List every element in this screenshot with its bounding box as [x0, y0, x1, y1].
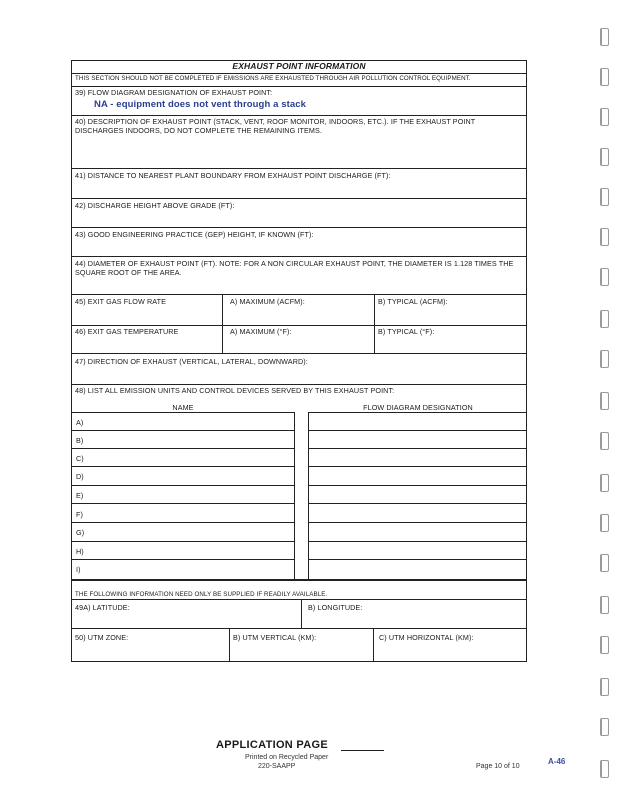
divider [72, 628, 526, 629]
divider [72, 227, 526, 228]
q45-label: 45) EXIT GAS FLOW RATE [75, 297, 166, 306]
divider [72, 86, 526, 87]
divider [72, 115, 526, 116]
q41-label: 41) DISTANCE TO NEAREST PLANT BOUNDARY FROM EXHAUST POINT DISCHARGE (FT): [75, 171, 391, 180]
divider [72, 168, 526, 169]
divider [373, 628, 374, 661]
emission-row-label: A) [76, 418, 84, 427]
divider [308, 412, 309, 579]
q43-label: 43) GOOD ENGINEERING PRACTICE (GEP) HEIGHT, IF KNOWN (FT): [75, 230, 314, 239]
footer-form-number: 220-SAAPP [258, 763, 296, 770]
section-note: THIS SECTION SHOULD NOT BE COMPLETED IF EMISSIONS ARE EXHAUSTED THROUGH AIR POLLUTION CONTROL EQUIPMENT. [75, 75, 471, 82]
q39-label: 39) FLOW DIAGRAM DESIGNATION OF EXHAUST POINT: [75, 88, 273, 97]
divider [301, 599, 302, 628]
longitude-label: B) LONGITUDE: [308, 603, 363, 612]
col-header-name: NAME [172, 403, 194, 412]
divider [294, 412, 295, 579]
divider [72, 294, 526, 295]
footer-page-blank [341, 750, 384, 751]
q47-label: 47) DIRECTION OF EXHAUST (VERTICAL, LATERAL, DOWNWARD): [75, 357, 308, 366]
q44-label: 44) DIAMETER OF EXHAUST POINT (FT). NOTE: FOR A NON CIRCULAR EXHAUST POINT, THE DIAMETER IS 1.128 TIMES THE SQUARE ROOT OF THE AREA. [75, 259, 514, 277]
utm-vertical-label: B) UTM VERTICAL (KM): [233, 633, 317, 642]
emission-row-label: I) [76, 565, 81, 574]
emission-row-label: E) [76, 491, 84, 500]
latitude-label: 49A) LATITUDE: [75, 603, 130, 612]
q45-max: A) MAXIMUM (ACFM): [230, 297, 305, 306]
divider [72, 73, 526, 74]
divider [72, 412, 294, 413]
divider [374, 294, 375, 325]
emission-row-label: H) [76, 547, 84, 556]
divider [374, 325, 375, 353]
q46-max: A) MAXIMUM (°F): [230, 327, 292, 336]
divider [72, 579, 526, 581]
divider [308, 412, 526, 413]
q45-typical: B) TYPICAL (ACFM): [378, 297, 448, 306]
utm-zone-label: 50) UTM ZONE: [75, 633, 129, 642]
exhaust-point-form [71, 60, 527, 662]
divider [222, 325, 223, 353]
divider [222, 294, 223, 325]
emission-row-label: G) [76, 528, 85, 537]
q48-label: 48) LIST ALL EMISSION UNITS AND CONTROL DEVICES SERVED BY THIS EXHAUST POINT: [75, 386, 395, 395]
emission-row-label: F) [76, 510, 83, 519]
divider [72, 384, 526, 385]
divider [72, 353, 526, 354]
emission-row-label: D) [76, 472, 84, 481]
q46-typical: B) TYPICAL (°F): [378, 327, 435, 336]
col-header-flow-designation: FLOW DIAGRAM DESIGNATION [363, 403, 473, 412]
footer-recycled: Printed on Recycled Paper [245, 754, 329, 761]
q42-label: 42) DISCHARGE HEIGHT ABOVE GRADE (FT): [75, 201, 235, 210]
divider [229, 628, 230, 661]
section-title: EXHAUST POINT INFORMATION [232, 61, 366, 71]
divider [72, 599, 526, 600]
footer-page-of: Page 10 of 10 [476, 763, 520, 770]
divider [72, 325, 526, 326]
emission-row-label: B) [76, 436, 84, 445]
footer-title: APPLICATION PAGE [216, 739, 328, 751]
q39-answer[interactable]: NA - equipment does not vent through a stack [94, 99, 307, 110]
emission-row-label: C) [76, 454, 84, 463]
divider [72, 256, 526, 257]
optional-note: THE FOLLOWING INFORMATION NEED ONLY BE SUPPLIED IF READILY AVAILABLE. [75, 591, 328, 598]
divider [72, 198, 526, 199]
utm-horizontal-label: C) UTM HORIZONTAL (KM): [379, 633, 474, 642]
q40-label: 40) DESCRIPTION OF EXHAUST POINT (STACK, VENT, ROOF MONITOR, INDOORS, ETC.). IF THE EXHAUST POINT DISCHARGES INDOORS, DO NOT COMPLETE THE REMAINING ITEMS. [75, 117, 476, 135]
q46-label: 46) EXIT GAS TEMPERATURE [75, 327, 179, 336]
page-id: A-46 [548, 757, 566, 766]
